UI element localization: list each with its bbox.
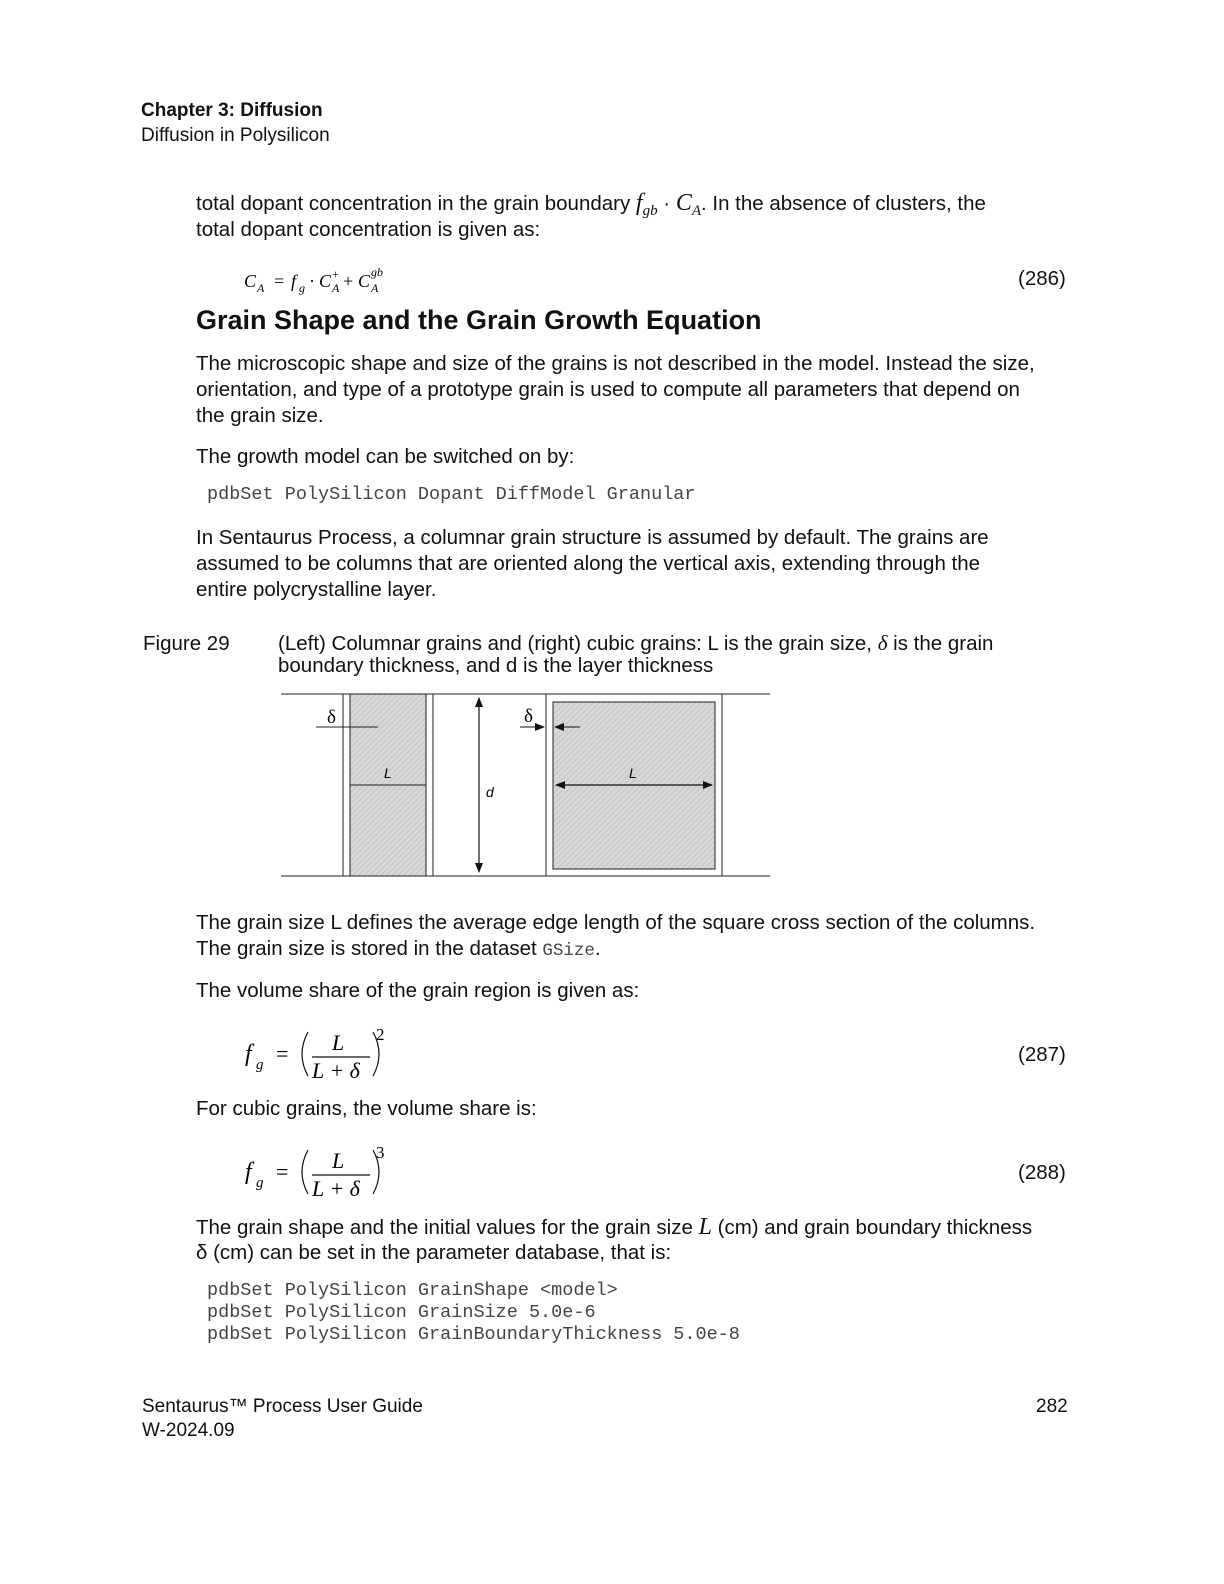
equation-number-287: (287) [1018, 1043, 1066, 1066]
section-title: Diffusion in Polysilicon [141, 125, 330, 146]
dataset-name: GSize [542, 941, 595, 961]
math-f: f [635, 190, 643, 216]
code-line-1: pdbSet PolySilicon GrainShape <model> [207, 1280, 618, 1301]
eq287-numerator: L [332, 1030, 345, 1055]
section-heading: Grain Shape and the Grain Growth Equation [196, 305, 762, 335]
eq286-C3: C [358, 271, 371, 291]
L-left-label: L [384, 765, 392, 781]
para5: The volume share of the grain region is given as: [196, 979, 640, 1002]
para4-period: . [594, 937, 601, 960]
math-f-sub: gb [642, 203, 658, 219]
eq288-exponent: 3 [376, 1143, 385, 1162]
para1-line-2: orientation, and type of a prototype grain is used to compute all parameters that depend on [196, 378, 1020, 401]
eq286-A3: A [371, 281, 379, 295]
chapter-title: Chapter 3: Diffusion [141, 100, 323, 121]
math-dot: · [657, 192, 676, 215]
eq287-g: g [256, 1057, 264, 1073]
para7-text: The grain shape and the initial values for the grain size [196, 1216, 699, 1239]
eq286-plus: + [343, 271, 354, 291]
math-C-sub: A [691, 203, 701, 219]
eq286-f: f [291, 271, 297, 291]
eq288-denominator: L + δ [312, 1176, 360, 1201]
caption-text-2: is the grain boundary thickness, and d is the layer thickness [278, 632, 994, 677]
intro-line-2: total dopant concentration is given as: [196, 218, 541, 241]
eq287-equals: = [276, 1041, 289, 1066]
eq286-plus-sup: + [332, 267, 339, 281]
delta-right-label: δ [524, 706, 533, 727]
d-label: d [486, 784, 494, 800]
para7-line-1 [196, 1214, 1032, 1241]
eq286-g: g [299, 281, 305, 295]
grain-figure [270, 686, 780, 886]
para1-line-3: the grain size. [196, 404, 324, 427]
para4-text: The grain size is stored in the dataset [196, 937, 543, 960]
equation-288 [240, 1138, 400, 1204]
caption-text-1: (Left) Columnar grains and (right) cubic grains: L is the grain size, [278, 632, 878, 655]
equation-287 [240, 1020, 400, 1086]
figure-caption [278, 632, 1078, 677]
code-line-3: pdbSet PolySilicon GrainBoundaryThickness 5.0e-8 [207, 1324, 740, 1345]
eq287-left-paren [302, 1032, 308, 1076]
caption-delta: δ [877, 631, 888, 655]
math-C: C [675, 190, 692, 216]
eq286-A: A [257, 281, 265, 295]
eq286-C2: C [319, 271, 332, 291]
para3-line-2: assumed to be columns that are oriented along the vertical axis, extending through the [196, 552, 981, 575]
eq288-equals: = [276, 1159, 289, 1184]
eq288-g: g [256, 1175, 264, 1191]
para7-line-2: δ (cm) can be set in the parameter database, that is: [196, 1241, 672, 1264]
eq286-dot: · [309, 271, 315, 291]
figure-label: Figure 29 [143, 632, 230, 655]
footer-title: Sentaurus™ Process User Guide [142, 1396, 423, 1417]
para3-line-1: In Sentaurus Process, a columnar grain structure is assumed by default. The grains are [196, 526, 989, 549]
equation-number-288: (288) [1018, 1161, 1066, 1184]
equation-number-286: (286) [1018, 267, 1066, 290]
code-line-2: pdbSet PolySilicon GrainSize 5.0e-6 [207, 1302, 596, 1323]
delta-left-label: δ [327, 707, 336, 728]
para4-line-1: The grain size L defines the average edge length of the square cross section of the columns. [196, 911, 1036, 934]
code-block-1: pdbSet PolySilicon Dopant DiffModel Granular [207, 484, 696, 505]
eq287-exponent: 2 [376, 1025, 385, 1044]
math-L: L [698, 1214, 712, 1240]
eq286-equals: = [274, 271, 285, 291]
L-right-label: L [629, 765, 637, 781]
intro-text-after: . In the absence of clusters, the [701, 192, 986, 215]
para3-line-3: entire polycrystalline layer. [196, 578, 437, 601]
intro-text: total dopant concentration in the grain boundary [196, 192, 636, 215]
para1-line-1: The microscopic shape and size of the grains is not described in the model. Instead the size, [196, 352, 1035, 375]
eq286-gb: gb [371, 265, 383, 279]
para7-text-after: (cm) and grain boundary thickness [711, 1216, 1033, 1239]
eq286-C: C [244, 271, 257, 291]
para6: For cubic grains, the volume share is: [196, 1097, 537, 1120]
para4-line-2 [196, 936, 601, 964]
equation-286 [240, 262, 400, 298]
eq286-A2: A [332, 281, 340, 295]
page-number: 282 [1036, 1396, 1068, 1417]
eq287-f: f [245, 1041, 252, 1067]
eq288-numerator: L [332, 1148, 345, 1173]
eq288-f: f [245, 1159, 252, 1185]
para2: The growth model can be switched on by: [196, 445, 575, 468]
footer-version: W-2024.09 [142, 1420, 235, 1441]
eq287-denominator: L + δ [312, 1058, 360, 1083]
eq288-left-paren [302, 1150, 308, 1194]
